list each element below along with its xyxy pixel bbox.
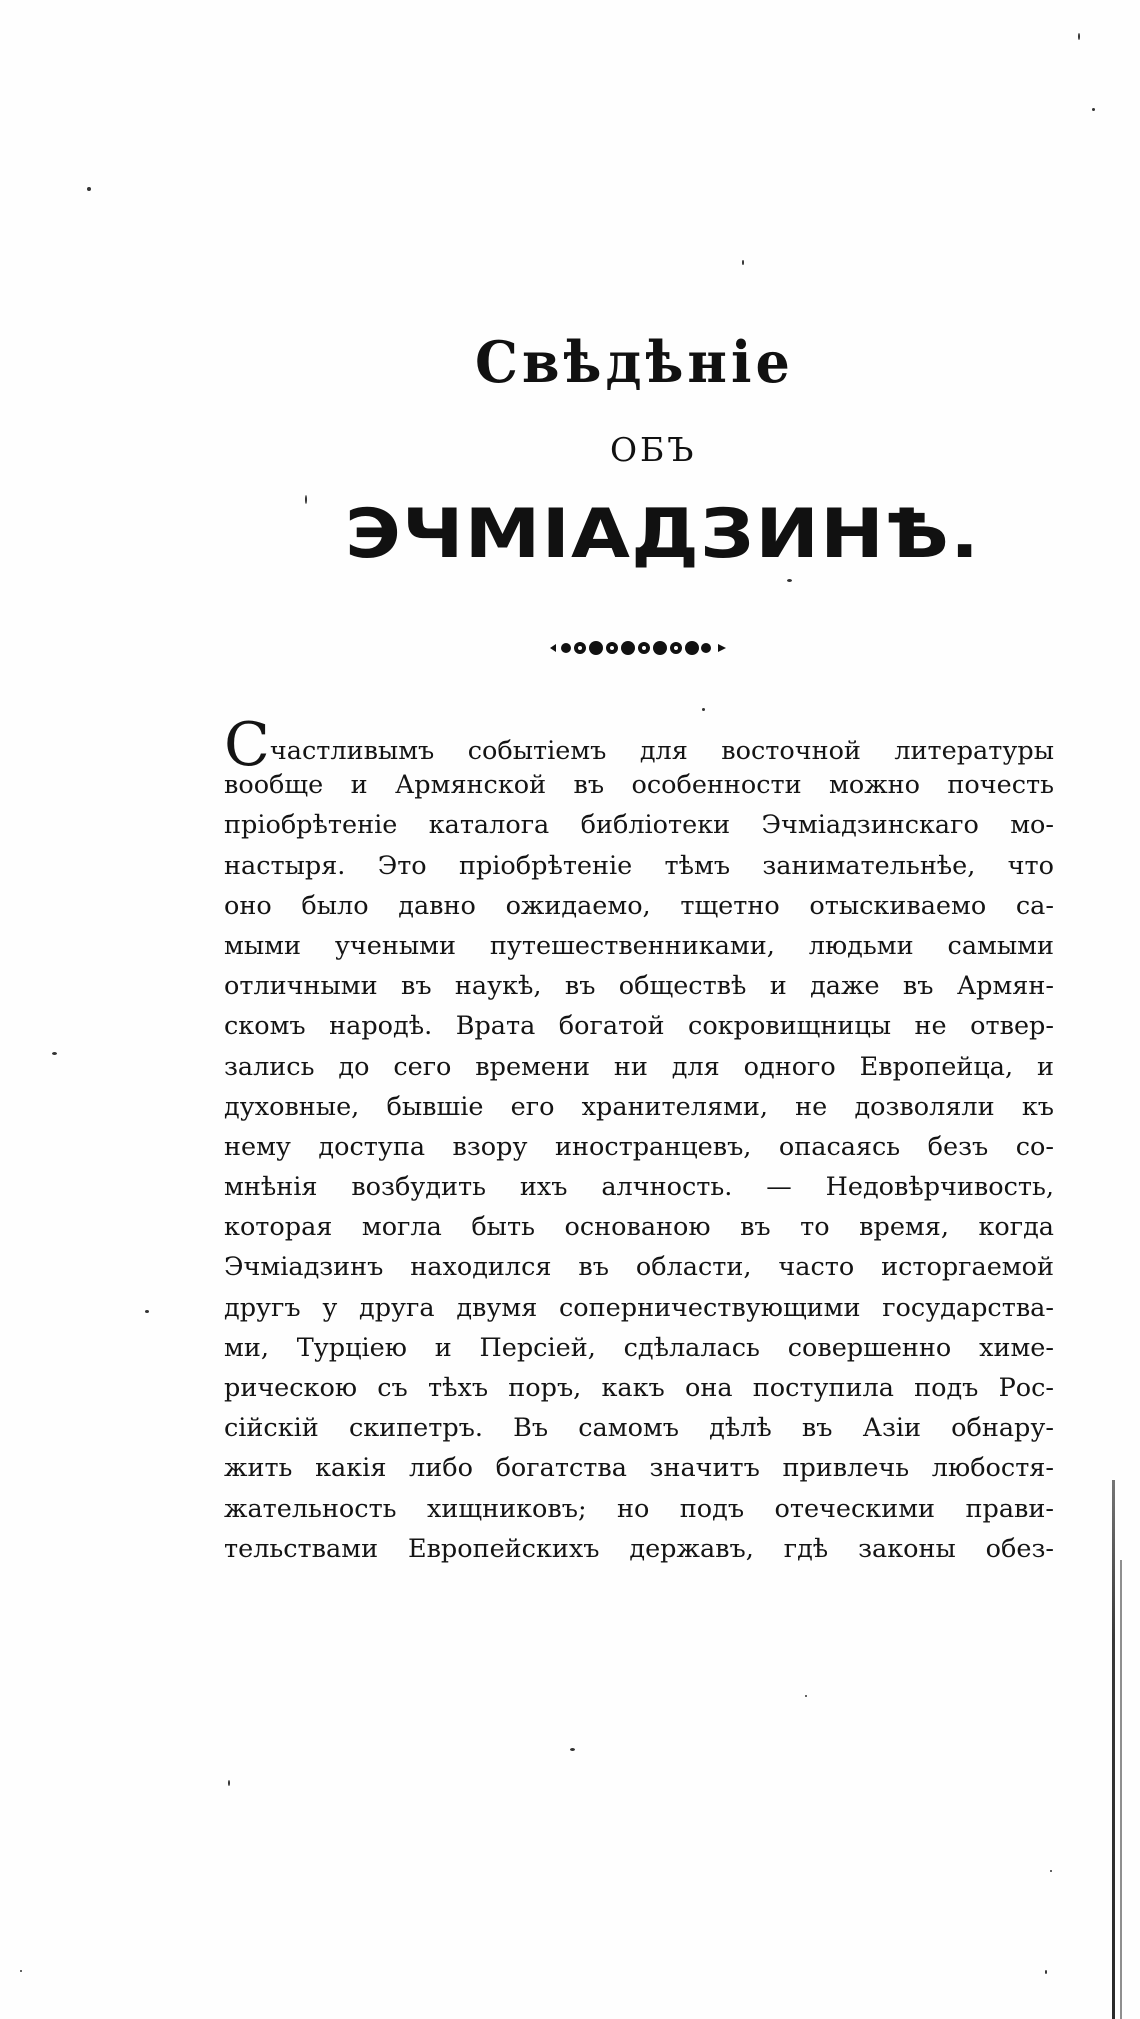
- body-line: отличными въ наукѣ, въ обществѣ и даже въ Армян-: [224, 971, 1054, 1002]
- body-text: [224, 710, 1054, 1569]
- body-line: оно было давно ожидаемо, тщетно отыскиваемо са-: [224, 890, 1054, 921]
- body-line: скомъ народѣ. Врата богатой сокровищницы не отвер-: [224, 1011, 1054, 1042]
- scan-speck: [702, 708, 705, 711]
- scan-speck: [805, 1695, 807, 1697]
- body-line: рическою съ тѣхъ поръ, какъ она поступила подъ Рос-: [224, 1373, 1054, 1403]
- scan-speck: [1078, 33, 1080, 40]
- body-line: ми, Турцiею и Персiей, сдѣлалась совершенно химе-: [224, 1332, 1054, 1363]
- body-line: прiобрѣтенiе каталога библiотеки Эчмiадзинскаго мо-: [224, 810, 1054, 841]
- scan-speck: [228, 1780, 230, 1786]
- scan-speck: [20, 1970, 22, 1972]
- dropcap-letter: С: [224, 710, 270, 780]
- scan-speck: [1050, 1870, 1052, 1872]
- scan-speck: [1092, 108, 1095, 111]
- body-line: [224, 710, 1054, 780]
- decorative-rule-svg: [548, 638, 728, 658]
- title-line-1: Свѣдѣнiе: [475, 328, 794, 396]
- scan-speck: [305, 495, 307, 504]
- body-line: которая могла быть основаною въ то время, когда: [224, 1212, 1054, 1243]
- title-line-3: ЭЧМIАДЗИНѢ.: [345, 495, 981, 574]
- body-line: сiйскiй скипетръ. Въ самомъ дѣлѣ въ Азiи обнару-: [224, 1413, 1054, 1444]
- body-line: зались до сего времени ни для одного Европейца, и: [224, 1051, 1054, 1082]
- body-line: мыми учеными путешественниками, людьми самыми: [224, 930, 1054, 961]
- scan-speck: [52, 1052, 57, 1055]
- scan-speck: [87, 187, 91, 191]
- decorative-rule-icon: [548, 638, 728, 658]
- body-line: настыря. Это прiобрѣтенiе тѣмъ занимательнѣе, что: [224, 850, 1054, 881]
- title-line-2: ОБЪ: [610, 430, 697, 469]
- scan-speck: [787, 579, 792, 582]
- scan-speck: [570, 1748, 575, 1751]
- scan-edge-shadow: [1112, 1480, 1115, 2019]
- body-line: вообще и Армянской въ особенности можно почесть: [224, 770, 1054, 801]
- scan-speck: [145, 1310, 149, 1313]
- body-line: Эчмiадзинъ находился въ области, часто исторгаемой: [224, 1252, 1054, 1283]
- body-line: нему доступа взору иностранцевъ, опасаясь безъ со-: [224, 1131, 1054, 1162]
- scan-edge-shadow-secondary: [1120, 1560, 1122, 2019]
- body-line: жательность хищниковъ; но подъ отеческими прави-: [224, 1493, 1054, 1524]
- scan-speck: [1045, 1970, 1047, 1974]
- body-line: жить какiя либо богатства значитъ привлечь любостя-: [224, 1453, 1054, 1484]
- body-line: духовные, бывшiе его хранителями, не дозволяли къ: [224, 1091, 1054, 1122]
- body-line-text: частливымъ событiемъ для восточной литературы: [269, 736, 1054, 766]
- body-line: другъ у друга двумя соперничествующими государства-: [224, 1292, 1054, 1323]
- body-line: мнѣнiя возбудить ихъ алчность. — Недовѣрчивость,: [224, 1172, 1054, 1203]
- body-line: тельствами Европейскихъ державъ, гдѣ законы обез-: [224, 1533, 1054, 1564]
- scan-speck: [742, 260, 744, 265]
